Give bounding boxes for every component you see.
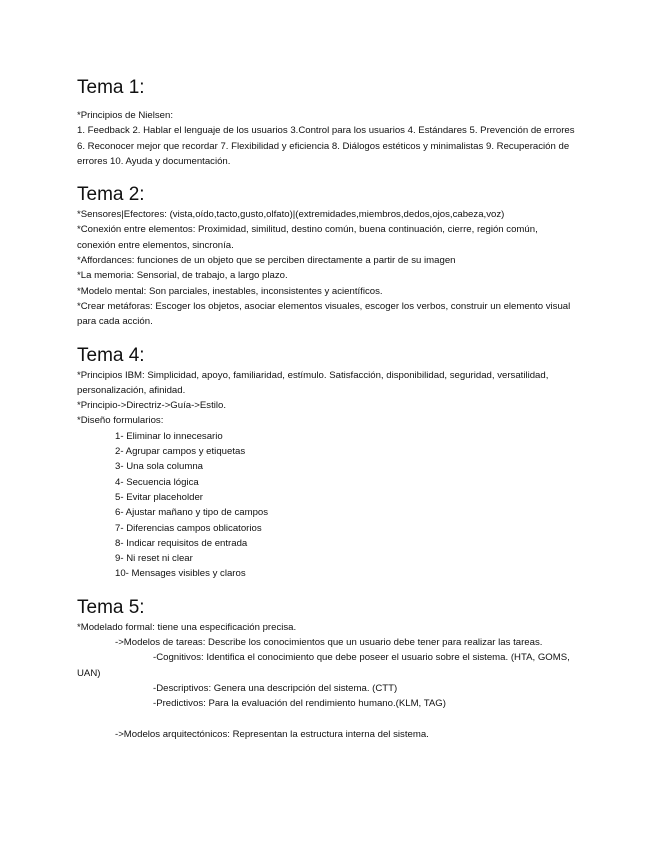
list-item: 10- Mensages visibles y claros bbox=[115, 568, 246, 580]
text-line: -Cognitivos: Identifica el conocimiento que debe poseer el usuario sobre el sistema. (HTA, GOMS, UAN) bbox=[77, 652, 570, 679]
text-line: *Crear metáforas: Escoger los objetos, asociar elementos visuales, escoger los verbos, construir un elemento visual para cada acción. bbox=[77, 300, 571, 328]
list-item: 4- Secuencia lógica bbox=[115, 476, 199, 488]
list-item: 8- Indicar requisitos de entrada bbox=[115, 537, 248, 549]
section-title: Tema 4: bbox=[77, 344, 145, 366]
text-line: *La memoria: Sensorial, de trabajo, a largo plazo. bbox=[77, 270, 288, 282]
text-line: *Conexión entre elementos: Proximidad, similitud, destino común, buena continuación, cierre, región común, conexión entre elementos, sincronía. bbox=[77, 224, 538, 251]
section-tema-2 bbox=[77, 183, 577, 329]
text-line: *Modelo mental: Son parciales, inestables, inconsistentes y acientíficos. bbox=[77, 285, 383, 297]
text-line: *Affordances: funciones de un objeto que se perciben directamente a partir de su imagen bbox=[77, 255, 456, 267]
section-title: Tema 2: bbox=[77, 184, 145, 206]
section-title: Tema 5: bbox=[77, 596, 145, 618]
list-item: 6- Ajustar mañano y tipo de campos bbox=[115, 507, 269, 519]
list-item: 2- Agrupar campos y etiquetas bbox=[115, 446, 246, 458]
text-line: ->Modelos arquitectónicos: Representan la estructura interna del sistema. bbox=[115, 728, 429, 740]
text-line: *Principios de Nielsen: bbox=[77, 110, 173, 121]
text-line: -Predictivos: Para la evaluación del rendimiento humano.(KLM, TAG) bbox=[153, 698, 446, 710]
text-line: ->Modelos de tareas: Describe los conocimientos que un usuario debe tener para realizar las tareas. bbox=[115, 637, 543, 649]
text-line: *Sensores|Efectores: (vista,oído,tacto,gusto,olfato)|(extremidades,miembros,dedos,ojos,cabeza,voz) bbox=[77, 209, 505, 221]
text-line: *Modelado formal: tiene una especificación precisa. bbox=[77, 621, 297, 633]
list-item: 3- Una sola columna bbox=[115, 461, 203, 473]
list-item: 1- Eliminar lo innecesario bbox=[115, 430, 223, 442]
list-item: 7- Diferencias campos oblicatorios bbox=[115, 522, 262, 534]
text-line: *Principios IBM: Simplicidad, apoyo, familiaridad, estímulo. Satisfacción, disponibilidad, seguridad, versatilidad, personalización, afinidad. bbox=[77, 369, 549, 396]
list-item: 5- Evitar placeholder bbox=[115, 491, 203, 503]
section-tema-1 bbox=[77, 76, 577, 169]
section-tema-4 bbox=[77, 344, 577, 582]
document-page bbox=[77, 76, 577, 756]
list-item: 9- Ni reset ni clear bbox=[115, 553, 193, 565]
text-line: *Diseño formularios: bbox=[77, 415, 164, 427]
text-line: 1. Feedback 2. Hablar el lenguaje de los usuarios 3.Control para los usuarios 4. Estándares 5. Prevención de errores 6. Reconocer mejor que recordar 7. Flexibilidad y eficiencia 8. Diálogos estéticos y minimalistas 9. Recuperación de errores 10. Ayuda y documentación. bbox=[77, 125, 575, 167]
section-tema-5 bbox=[77, 596, 577, 742]
section-title: Tema 1: bbox=[77, 77, 145, 98]
text-line: *Principio->Directriz->Guía->Estilo. bbox=[77, 400, 227, 412]
text-line: -Descriptivos: Genera una descripción del sistema. (CTT) bbox=[153, 682, 398, 694]
